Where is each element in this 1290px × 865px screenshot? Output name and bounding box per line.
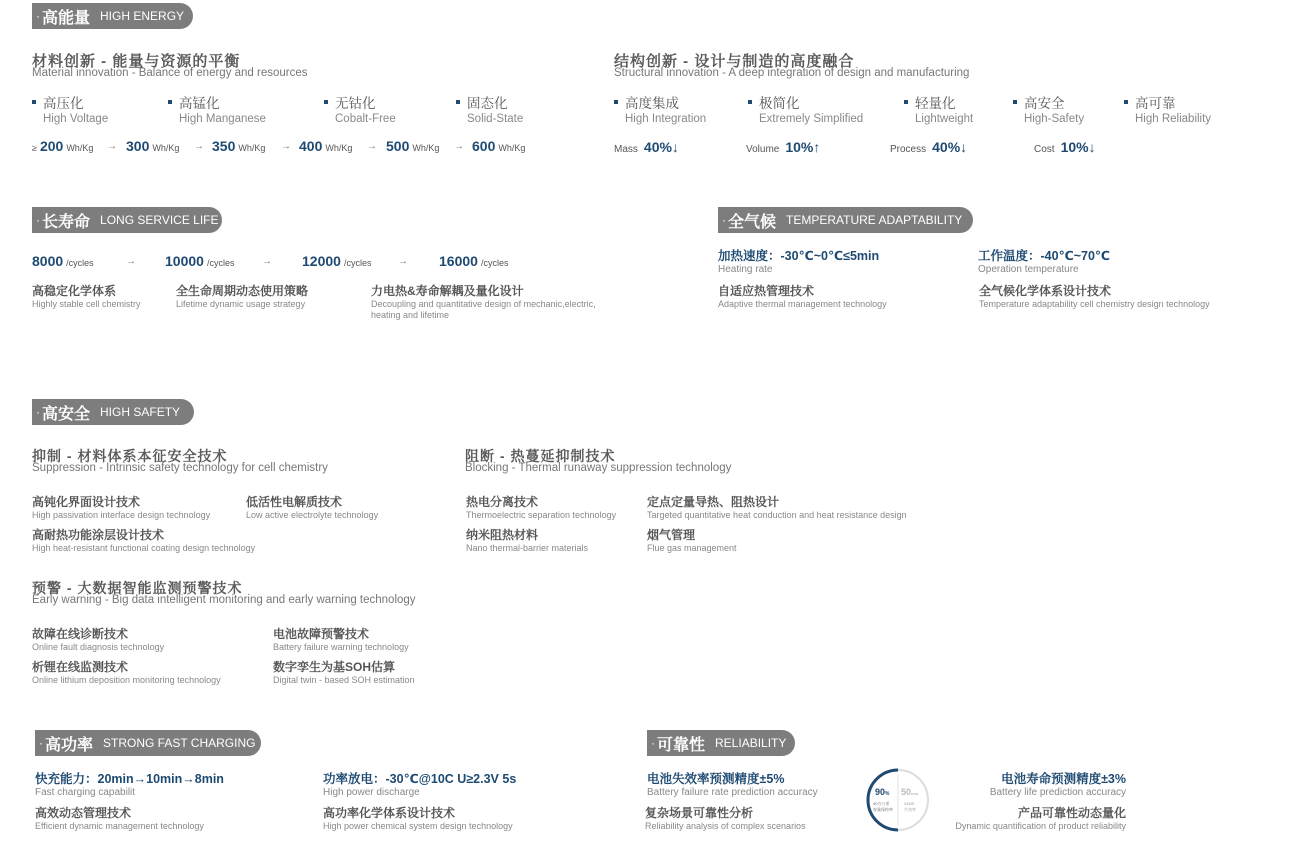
density-500: 500 Wh/Kg (386, 138, 440, 154)
bullet-icon (324, 100, 328, 104)
warning-heading: 预警 - 大数据智能监测预警技术 (32, 580, 243, 596)
reliability-item-complex: 复杂场景可靠性分析 Reliability analysis of complex scenarios (645, 806, 806, 831)
metric-cost: Cost 10%↓ (1034, 139, 1096, 155)
life-item-stable-chemistry: 高稳定化学体系 Highly stable cell chemistry (32, 284, 141, 309)
safety-item-passivation: 高钝化界面设计技术 High passivation interface design technology (32, 495, 211, 520)
badge-title-en: HIGH ENERGY (100, 9, 185, 23)
failure-rate-accuracy: 电池失效率预测精度±5% Battery failure rate prediction accuracy (647, 772, 818, 798)
life-prediction-accuracy: 电池寿命预测精度±3% Battery life prediction accuracy (989, 772, 1126, 798)
section-badge-safety: · 高安全 HIGH SAFETY (32, 399, 194, 425)
metric-process: Process 40%↓ (890, 139, 968, 155)
arrow-right-icon: → (194, 141, 204, 152)
suppression-subheading: Suppression - Intrinsic safety technology for cell chemistry (32, 462, 328, 474)
section-badge-power: · 高功率 STRONG FAST CHARGING (35, 730, 261, 756)
bullet-icon (904, 100, 908, 104)
density-400: 400 Wh/Kg (299, 138, 353, 154)
arrow-right-icon: → (281, 141, 291, 152)
safety-item-electrolyte: 低活性电解质技术 Low active electrolyte technology (246, 495, 379, 520)
feature-lightweight: 轻量化 Lightweight (904, 96, 973, 126)
bullet-icon (1013, 100, 1017, 104)
arrow-right-icon: → (126, 256, 136, 267)
cycles-10000: 10000 /cycles (165, 253, 235, 269)
feature-solid-state: 固态化 Solid-State (456, 96, 523, 126)
fast-charging: 快充能力：20min→10min→8min Fast charging capabilit (35, 772, 224, 798)
metric-mass: Mass 40%↓ (614, 139, 679, 155)
badge-title-zh: 高能量 (42, 9, 91, 27)
safety-item-targeted-heat: 定点定量导热、阻热设计 Targeted quantitative heat conduction and heat resistance design (647, 495, 907, 520)
climate-item-chemistry-design: 全气候化学体系设计技术 Temperature adaptability cell chemistry design technology (979, 284, 1210, 309)
heating-rate: 加热速度：-30℃~0℃≤5min Heating rate (718, 249, 880, 275)
life-item-dynamic-usage: 全生命周期动态使用策略 Lifetime dynamic usage strategy (176, 284, 309, 309)
reliability-item-dynamic: 产品可靠性动态量化 Dynamic quantification of product reliability (955, 806, 1126, 831)
structural-subheading: Structural innovation - A deep integration of design and manufacturing (614, 67, 970, 79)
gauge-ring-icon (866, 768, 930, 832)
structural-heading: 结构创新 - 设计与制造的高度融合 (614, 53, 855, 70)
climate-item-thermal-mgmt: 自适应热管理技术 Adaptive thermal management technology (718, 284, 887, 309)
gauge-right-value: 50mm (901, 787, 919, 797)
safety-item-fault-diagnosis: 故障在线诊断技术 Online fault diagnosis technology (32, 627, 165, 652)
feature-high-integration: 高度集成 High Integration (614, 96, 706, 126)
material-heading: 材料创新 - 能量与资源的平衡 (32, 53, 241, 70)
safety-item-nano-barrier: 纳米阻热材料 Nano thermal-barrier materials (466, 528, 589, 553)
cycles-8000: 8000 /cycles (32, 253, 94, 269)
blocking-heading: 阻断 - 热蔓延抑制技术 (465, 448, 616, 464)
arrow-right-icon: → (367, 141, 377, 152)
cycles-16000: 16000 /cycles (439, 253, 509, 269)
cycles-12000: 12000 /cycles (302, 253, 372, 269)
power-item-dynamic-mgmt: 高效动态管理技术 Efficient dynamic management technology (35, 806, 204, 831)
bullet-icon (32, 100, 36, 104)
bullet-icon (1124, 100, 1128, 104)
power-item-chemical-design: 高功率化学体系设计技术 High power chemical system design technology (323, 806, 513, 831)
density-300: 300 Wh/Kg (126, 138, 180, 154)
safety-item-thermoelectric: 热电分离技术 Thermoelectric separation technology (466, 495, 617, 520)
bullet-icon (748, 100, 752, 104)
safety-item-coating: 高耐热功能涂层设计技术 High heat-resistant functional coating design technology (32, 528, 256, 553)
metric-volume: Volume 10%↑ (746, 139, 821, 155)
bullet-icon (614, 100, 618, 104)
section-badge-reliability: · 可靠性 RELIABILITY (647, 730, 795, 756)
arrow-right-icon: → (107, 141, 117, 152)
arrow-right-icon: → (454, 141, 464, 152)
feature-high-safety: 高安全 High-Safety (1013, 96, 1084, 126)
arrow-right-icon: → (398, 256, 408, 267)
blocking-subheading: Blocking - Thermal runaway suppression technology (465, 462, 732, 474)
safety-item-failure-warning: 电池故障预警技术 Battery failure warning technology (273, 627, 409, 652)
gauge-left-caption: 40万公里 容量保持率 (873, 801, 893, 812)
feature-high-manganese: 高锰化 High Manganese (168, 96, 266, 126)
feature-cobalt-free: 无钴化 Cobalt-Free (324, 96, 396, 126)
safety-item-lithium-deposition: 析锂在线监测技术 Online lithium deposition monitoring technology (32, 660, 221, 685)
section-badge-long-life: · 长寿命 LONG SERVICE LIFE (32, 207, 222, 233)
feature-high-voltage: 高压化 High Voltage (32, 96, 108, 126)
density-350: 350 Wh/Kg (212, 138, 266, 154)
material-subheading: Material innovation - Balance of energy and resources (32, 67, 308, 79)
reliability-gauge (866, 768, 930, 832)
power-discharge: 功率放电：-30℃@10C U≥2.3V 5s High power discharge (323, 772, 517, 798)
warning-subheading: Early warning - Big data intelligent monitoring and early warning technology (32, 594, 416, 606)
density-200: ≥ 200 Wh/Kg (32, 138, 94, 154)
feature-extremely-simplified: 极简化 Extremely Simplified (748, 96, 863, 126)
life-item-decoupling: 力电热&寿命解耦及量化设计 Decoupling and quantitative design of mechanic,electric, heating and lifetime (371, 284, 596, 320)
operation-temperature: 工作温度：-40℃~70℃ Operation temperature (978, 249, 1111, 275)
arrow-right-icon: → (262, 256, 272, 267)
suppression-heading: 抑制 - 材料体系本征安全技术 (32, 448, 228, 464)
gauge-left-value: 90% (875, 787, 890, 797)
density-600: 600 Wh/Kg (472, 138, 526, 154)
feature-high-reliability: 高可靠 High Reliability (1124, 96, 1211, 126)
gauge-right-caption: 24MS 失效率 (904, 801, 916, 812)
bullet-icon (456, 100, 460, 104)
safety-item-digital-twin: 数字孪生为基SOH估算 Digital twin - based SOH estimation (273, 660, 415, 685)
section-badge-climate: · 全气候 TEMPERATURE ADAPTABILITY (718, 207, 973, 233)
section-badge-high-energy: · 高能量 HIGH ENERGY (32, 3, 193, 29)
bullet-icon (168, 100, 172, 104)
safety-item-flue-gas: 烟气管理 Flue gas management (647, 528, 737, 553)
